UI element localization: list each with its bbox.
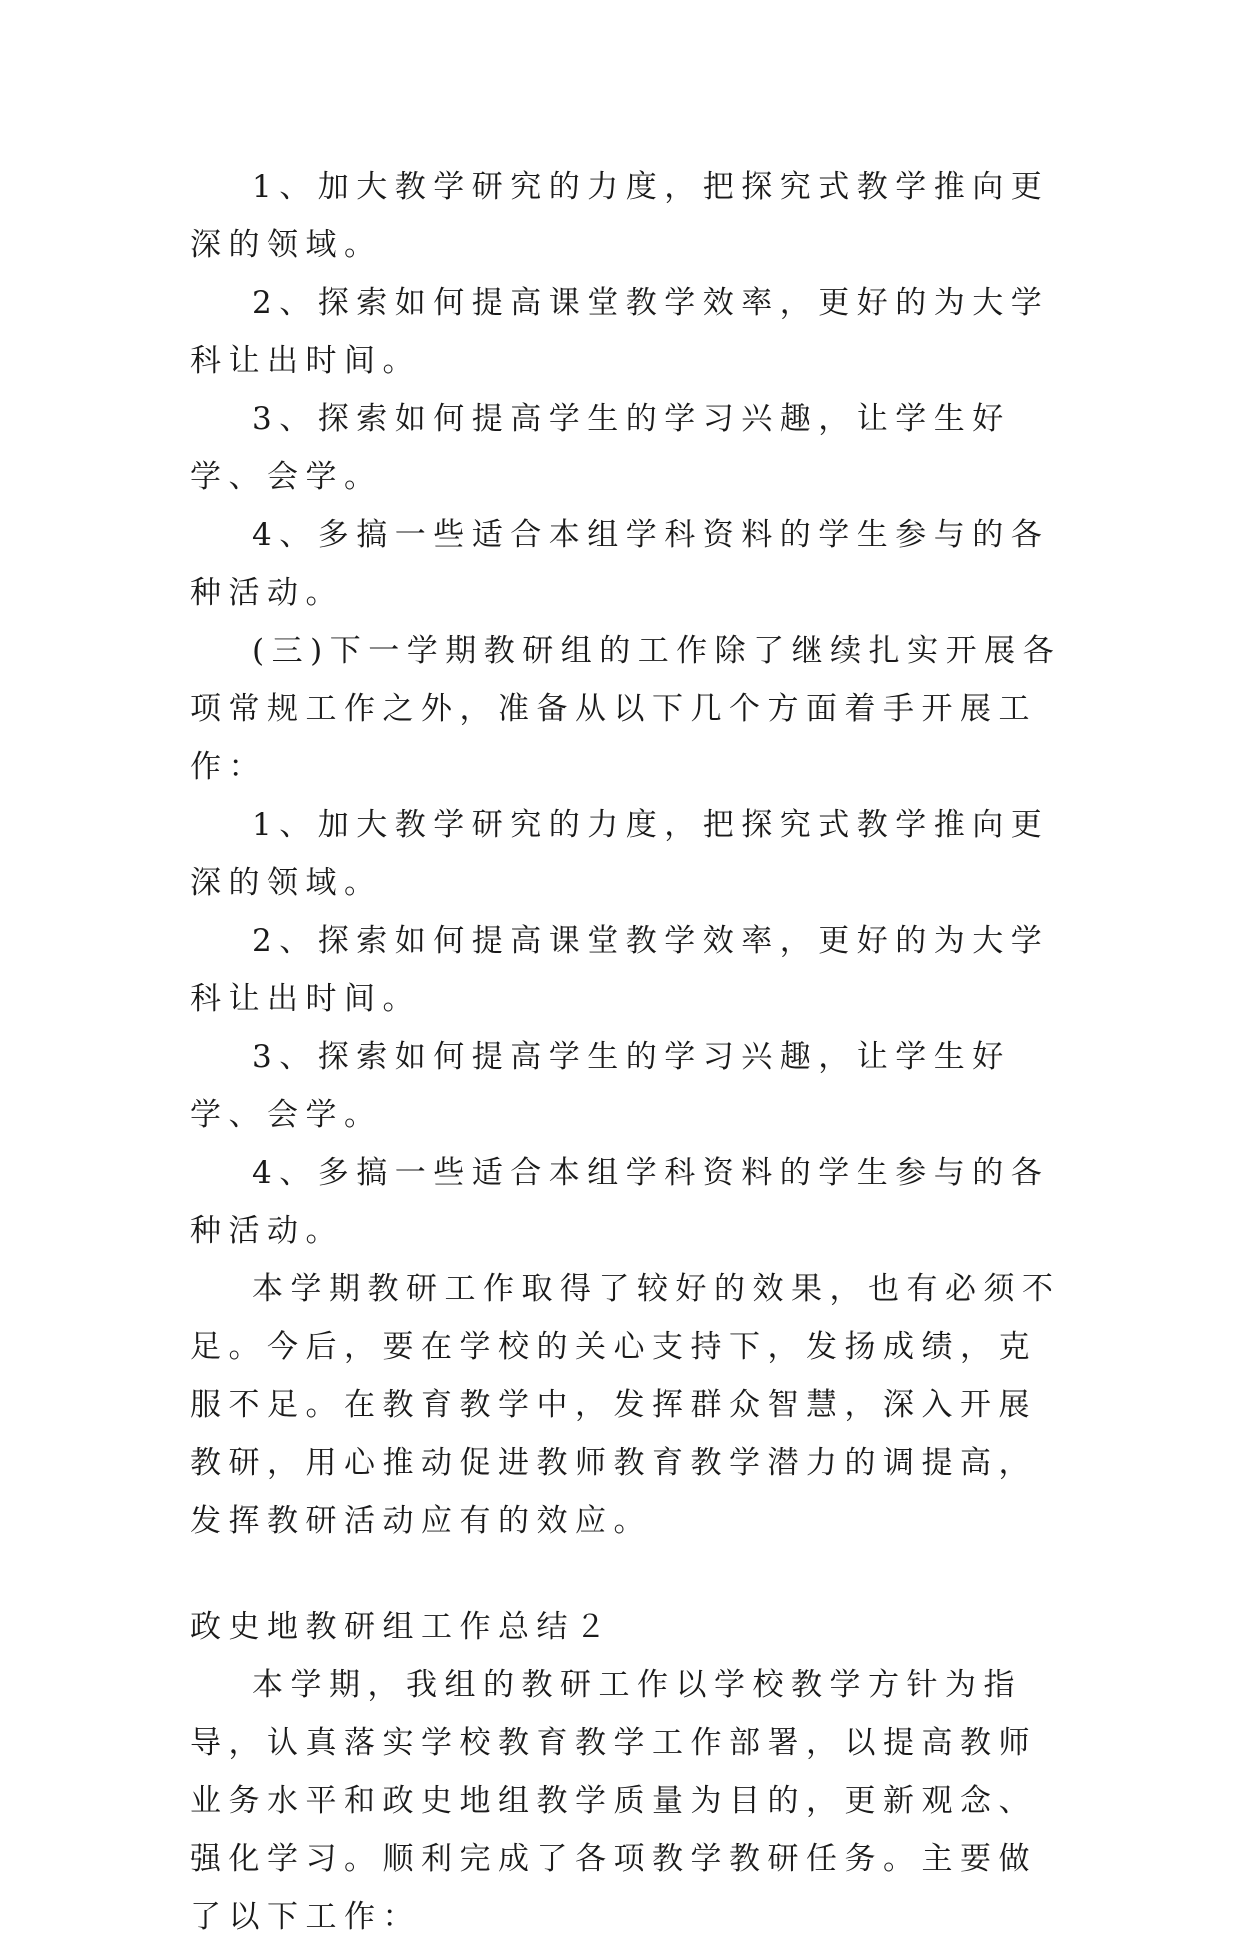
- paragraph: (三)下一学期教研组的工作除了继续扎实开展各项常规工作之外，准备从以下几个方面着手开展工作：: [190, 633, 1062, 785]
- paragraph: 3、探索如何提高学生的学习兴趣，让学生好学、会学。: [190, 401, 1011, 495]
- section-title: 政史地教研组工作总结２: [190, 1609, 614, 1645]
- paragraph: 4、多搞一些适合本组学科资料的学生参与的各种活动。: [190, 1155, 1050, 1249]
- paragraph: 2、探索如何提高课堂教学效率，更好的为大学科让出时间。: [190, 285, 1050, 379]
- paragraph: 4、多搞一些适合本组学科资料的学生参与的各种活动。: [190, 517, 1050, 611]
- document-body: [190, 158, 1070, 1946]
- paragraph: 1、加大教学研究的力度，把探究式教学推向更深的领域。: [190, 169, 1050, 263]
- paragraph: 2、探索如何提高课堂教学效率，更好的为大学科让出时间。: [190, 923, 1050, 1017]
- paragraph: 本学期，我组的教研工作以学校教学方针为指导，认真落实学校教育教学工作部署，以提高教师业务水平和政史地组教学质量为目的，更新观念、强化学习。顺利完成了各项教学教研任务。主要做了以下工作：: [190, 1667, 1037, 1935]
- paragraph: 本学期教研工作取得了较好的效果，也有必须不足。今后，要在学校的关心支持下，发扬成绩，克服不足。在教育教学中，发挥群众智慧，深入开展教研，用心推动促进教师教育教学潜力的调提高，发挥教研活动应有的效应。: [190, 1271, 1061, 1539]
- paragraph: 1、加大教学研究的力度，把探究式教学推向更深的领域。: [190, 807, 1050, 901]
- paragraph: 3、探索如何提高学生的学习兴趣，让学生好学、会学。: [190, 1039, 1011, 1133]
